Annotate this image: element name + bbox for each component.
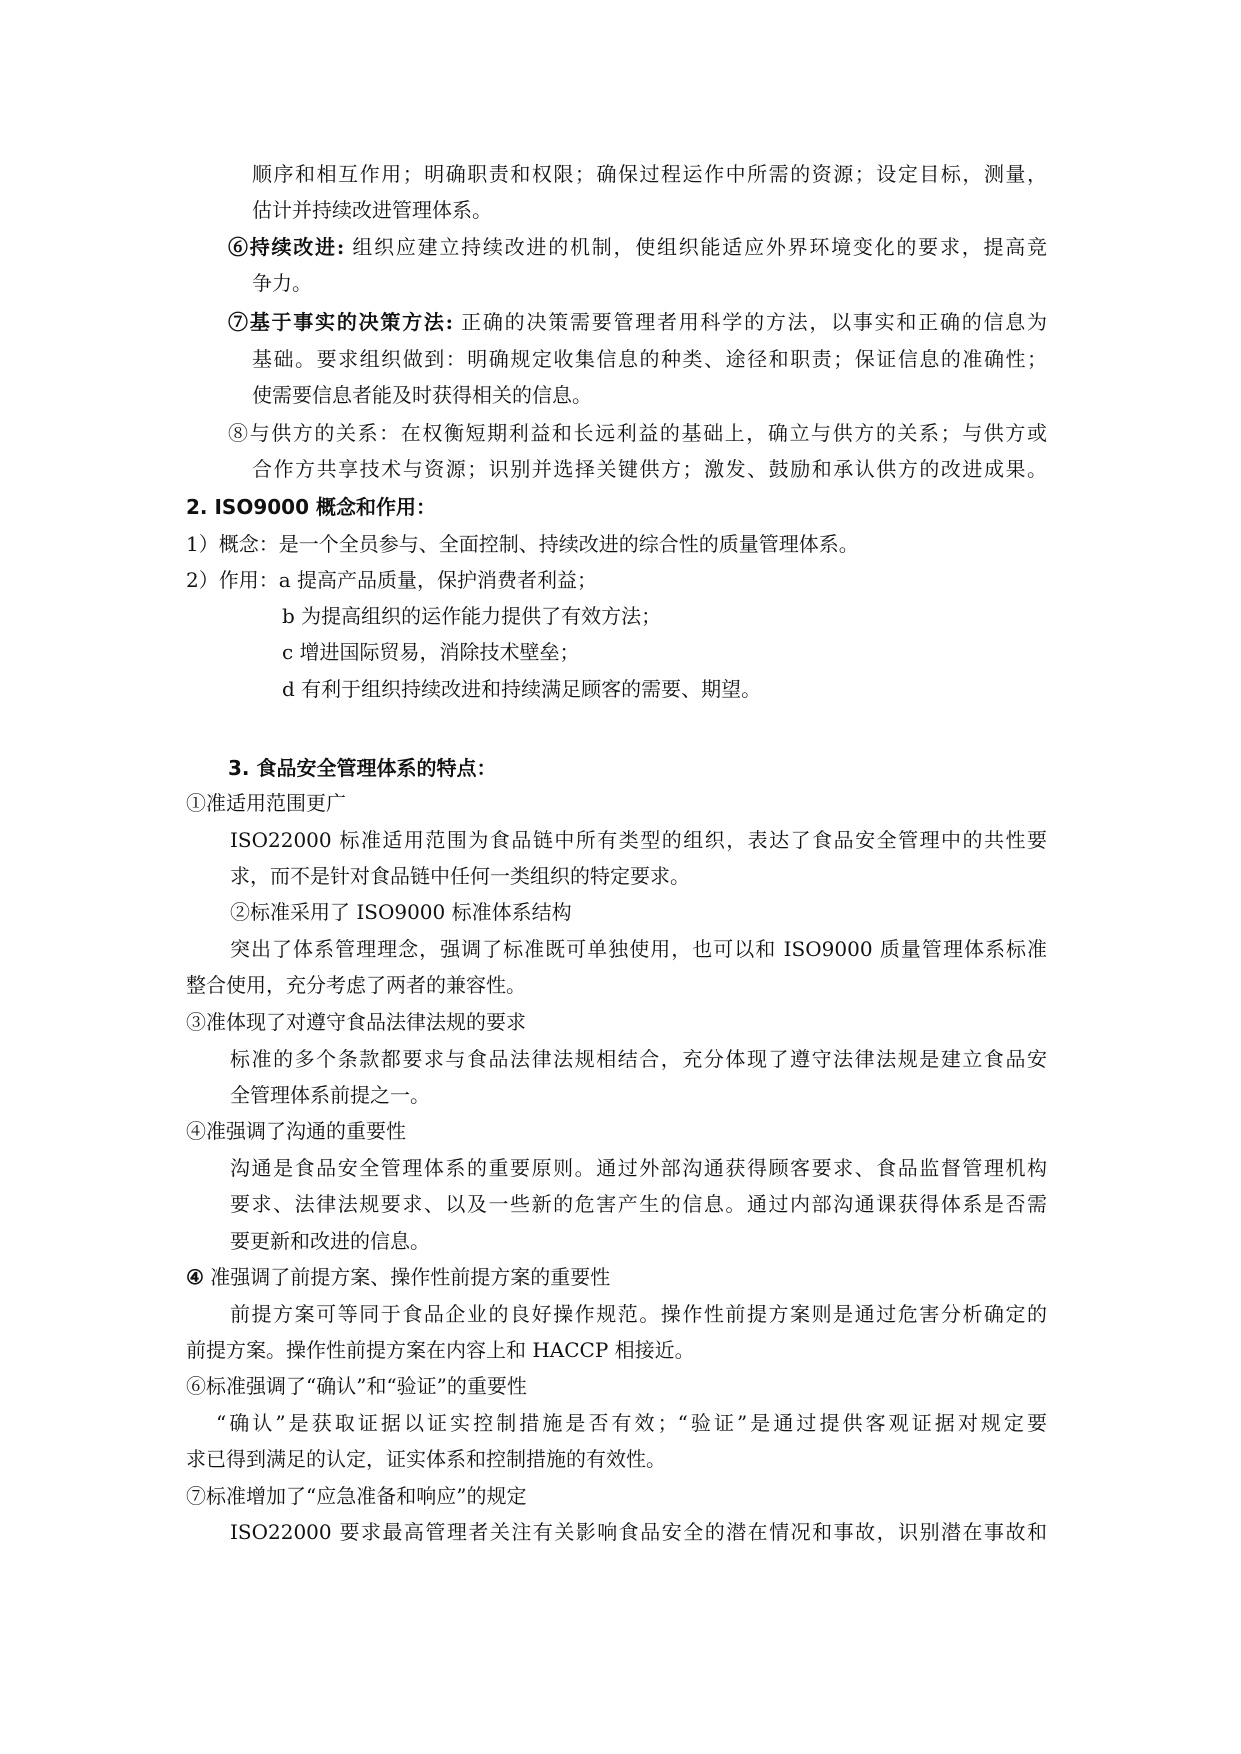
text-line: 前提方案可等同于食品企业的良好操作规范。操作性前提方案则是通过危害分析确定的 [230, 1302, 1047, 1326]
text-line: 顺序和相互作用；明确职责和权限；确保过程运作中所需的资源；设定目标，测量， [252, 162, 1047, 186]
text-line: 突出了体系管理理念，强调了标准既可单独使用，也可以和 ISO9000 质量管理体系标准 [230, 937, 1047, 961]
section-heading-3: 3. 食品安全管理体系的特点： [228, 756, 497, 780]
text-line: 求，而不是针对食品链中任何一类组织的特定要求。 [230, 864, 690, 888]
feature-heading: ⑥标准强调了“确认”和“验证”的重要性 [186, 1374, 527, 1398]
text-line: 2）作用：a 提高产品质量，保护消费者利益； [186, 568, 598, 592]
text-line: 前提方案。操作性前提方案在内容上和 HACCP 相接近。 [186, 1338, 695, 1362]
text-line: 全管理体系前提之一。 [230, 1083, 430, 1107]
text-line: 标准的多个条款都要求与食品法律法规相结合，充分体现了遵守法律法规是建立食品安 [230, 1047, 1047, 1071]
feature-heading: ④准强调了沟通的重要性 [186, 1119, 406, 1143]
feature-heading: ①准适用范围更广 [186, 791, 346, 815]
text-line: “确认”是获取证据以证实控制措施是否有效；“验证”是通过提供客观证据对规定要 [216, 1411, 1047, 1435]
text-line: ISO22000 要求最高管理者关注有关影响食品安全的潜在情况和事故，识别潜在事故和 [230, 1520, 1047, 1544]
feature-heading: ④ 准强调了前提方案、操作性前提方案的重要性 [186, 1265, 611, 1289]
text-line: 基础。要求组织做到：明确规定收集信息的种类、途径和职责；保证信息的准确性； [252, 347, 1047, 371]
text-line: 要更新和改进的信息。 [230, 1229, 430, 1253]
text-line: 争力。 [252, 271, 312, 295]
text-line: 估计并持续改进管理体系。 [252, 198, 492, 222]
list-item: c 增进国际贸易，消除技术壁垒； [282, 640, 580, 664]
text-line: 整合使用，充分考虑了两者的兼容性。 [186, 973, 526, 997]
principle-7-title: ⑦基于事实的决策方法: [228, 310, 454, 334]
text-line: 使需要信息者能及时获得相关的信息。 [252, 383, 592, 407]
list-item: b 为提高组织的运作能力提供了有效方法； [282, 604, 662, 628]
list-item: d 有利于组织持续改进和持续满足顾客的需要、期望。 [282, 677, 762, 701]
text-line: 沟通是食品安全管理体系的重要原则。通过外部沟通获得顾客要求、食品监督管理机构 [230, 1156, 1047, 1180]
principle-8: ⑧与供方的关系：在权衡短期利益和长远利益的基础上，确立与供方的关系；与供方或 [228, 421, 1047, 445]
principle-7: ⑦基于事实的决策方法: 正确的决策需要管理者用科学的方法，以事实和正确的信息为 [228, 310, 1048, 334]
text-line: ISO22000 标准适用范围为食品链中所有类型的组织，表达了食品安全管理中的共性要 [230, 828, 1047, 852]
feature-heading: ⑦标准增加了“应急准备和响应”的规定 [186, 1484, 527, 1508]
text-line: 1）概念：是一个全员参与、全面控制、持续改进的综合性的质量管理体系。 [186, 532, 859, 556]
text-line: 要求、法律法规要求、以及一些新的危害产生的信息。通过内部沟通课获得体系是否需 [230, 1192, 1047, 1216]
principle-6-title: ⑥持续改进: [228, 235, 345, 259]
text-line: 求已得到满足的认定，证实体系和控制措施的有效性。 [186, 1447, 666, 1471]
text-line: 合作方共享技术与资源；识别并选择关键供方；激发、鼓励和承认供方的改进成果。 [252, 457, 1047, 481]
section-heading-2: 2. ISO9000 概念和作用： [186, 495, 436, 519]
principle-6: ⑥持续改进: 组织应建立持续改进的机制，使组织能适应外界环境变化的要求，提高竞 [228, 235, 1047, 259]
feature-heading: ③准体现了对遵守食品法律法规的要求 [186, 1010, 526, 1034]
feature-heading: ②标准采用了 ISO9000 标准体系结构 [230, 900, 572, 924]
